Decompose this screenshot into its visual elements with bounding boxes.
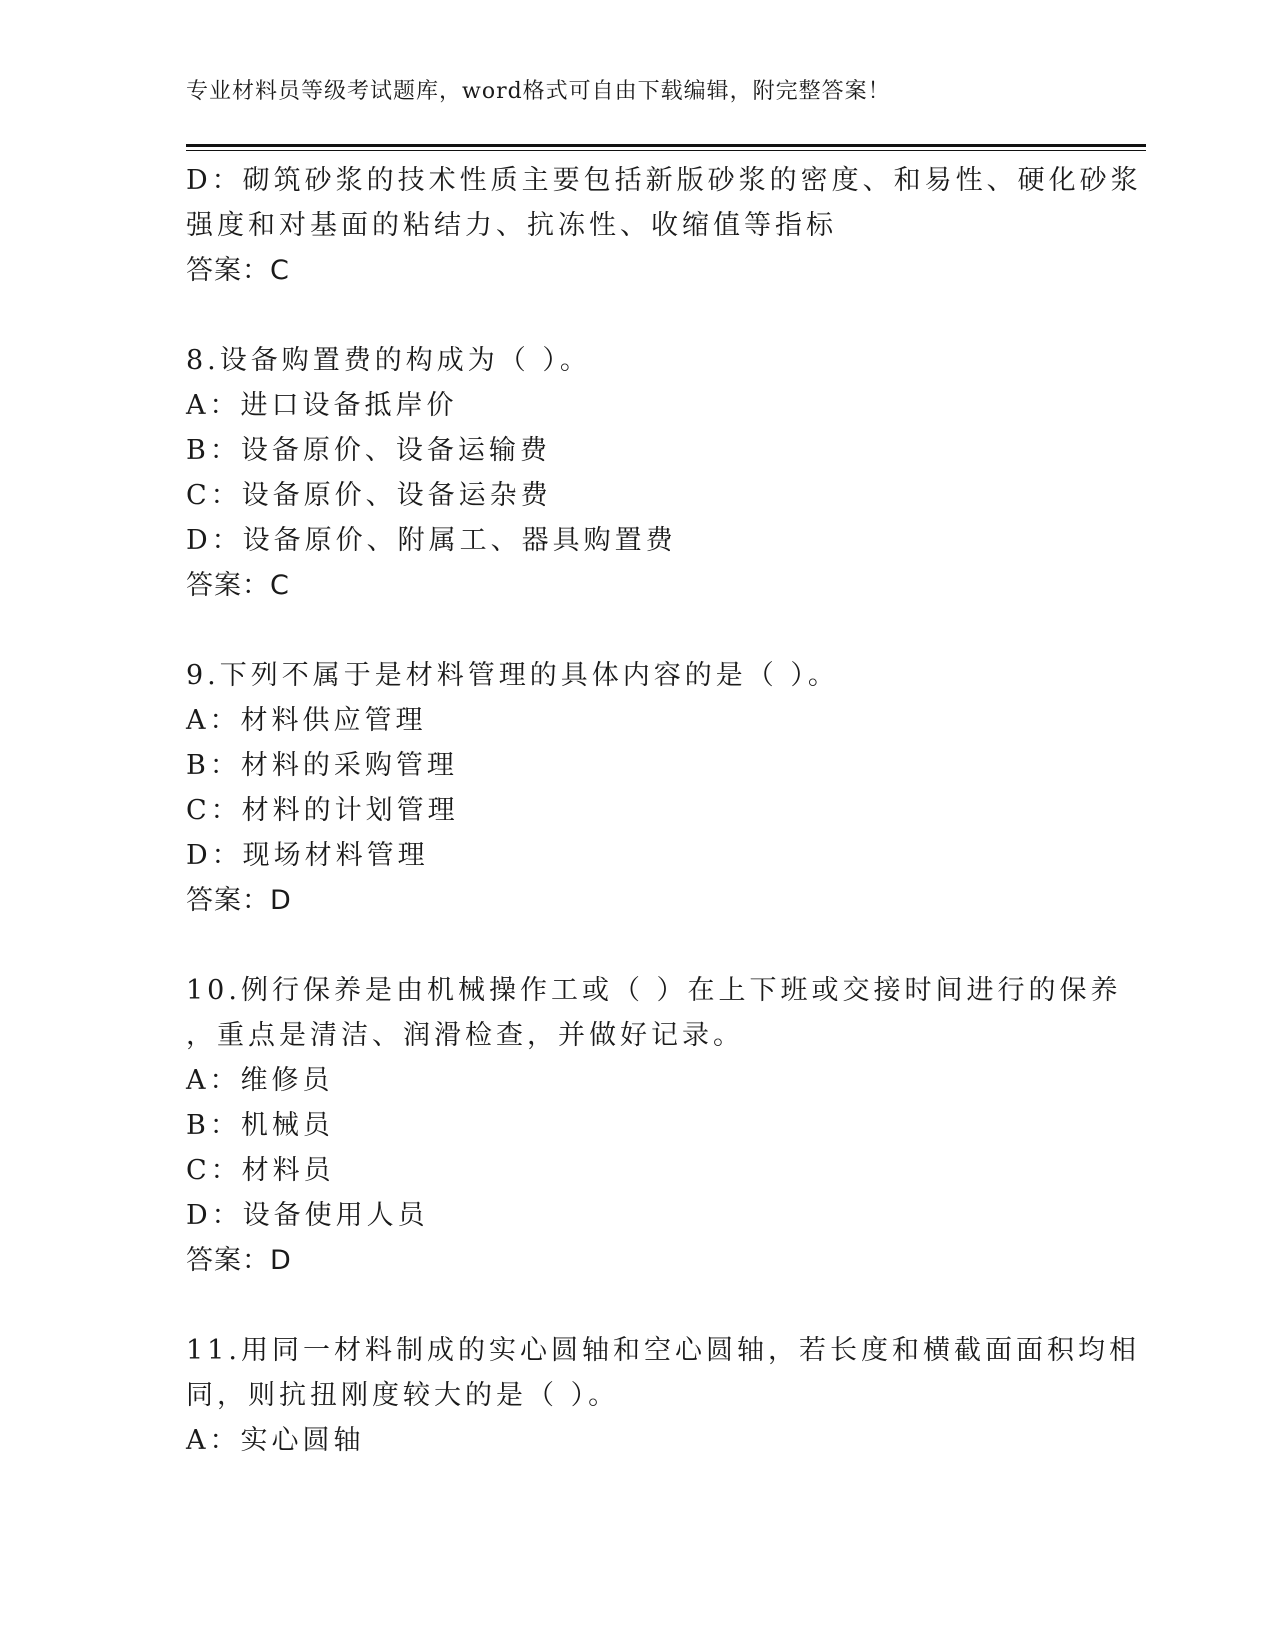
question-11-stem: 11.用同一材料制成的实心圆轴和空心圆轴，若长度和横截面面积均相 — [186, 1335, 1140, 1366]
question-8-option-a: A：进口设备抵岸价 — [186, 390, 458, 421]
question-10-option-b: B：机械员 — [186, 1110, 334, 1141]
answer: 答案：C — [186, 255, 290, 286]
question-11-stem-continued: 同，则抗扭刚度较大的是（ ）。 — [186, 1380, 620, 1411]
question-11-option-a: A：实心圆轴 — [186, 1425, 365, 1456]
question-10-option-d: D：设备使用人员 — [186, 1200, 429, 1231]
question-10-stem: 10.例行保养是由机械操作工或（ ）在上下班或交接时间进行的保养 — [186, 975, 1122, 1006]
question-9-option-c: C：材料的计划管理 — [186, 795, 459, 826]
question-8-answer: 答案：C — [186, 570, 290, 601]
question-8-stem: 8.设备购置费的构成为（ ）。 — [186, 345, 591, 376]
question-8-option-b: B：设备原价、设备运输费 — [186, 435, 551, 466]
question-9-option-d: D：现场材料管理 — [186, 840, 429, 871]
header-rule-thick — [186, 144, 1146, 147]
option-d: D：砌筑砂浆的技术性质主要包括新版砂浆的密度、和易性、硬化砂浆 — [186, 165, 1142, 196]
question-9-stem: 9.下列不属于是材料管理的具体内容的是（ ）。 — [186, 660, 839, 691]
header-rule-thin — [186, 150, 1146, 151]
question-8-option-d: D：设备原价、附属工、器具购置费 — [186, 525, 677, 556]
question-content — [186, 158, 1142, 1463]
question-10-option-c: C：材料员 — [186, 1155, 335, 1186]
question-10-option-a: A：维修员 — [186, 1065, 334, 1096]
document-header: 专业材料员等级考试题库，word格式可自由下载编辑，附完整答案！ — [186, 79, 891, 104]
question-8-option-c: C：设备原价、设备运杂费 — [186, 480, 552, 511]
question-10-stem-continued: ，重点是清洁、润滑检查，并做好记录。 — [186, 1020, 744, 1051]
question-9-option-a: A：材料供应管理 — [186, 705, 427, 736]
question-9-option-b: B：材料的采购管理 — [186, 750, 458, 781]
question-9-answer: 答案：D — [186, 885, 292, 916]
option-d-continued: 强度和对基面的粘结力、抗冻性、收缩值等指标 — [186, 210, 837, 241]
question-10-answer: 答案：D — [186, 1245, 292, 1276]
